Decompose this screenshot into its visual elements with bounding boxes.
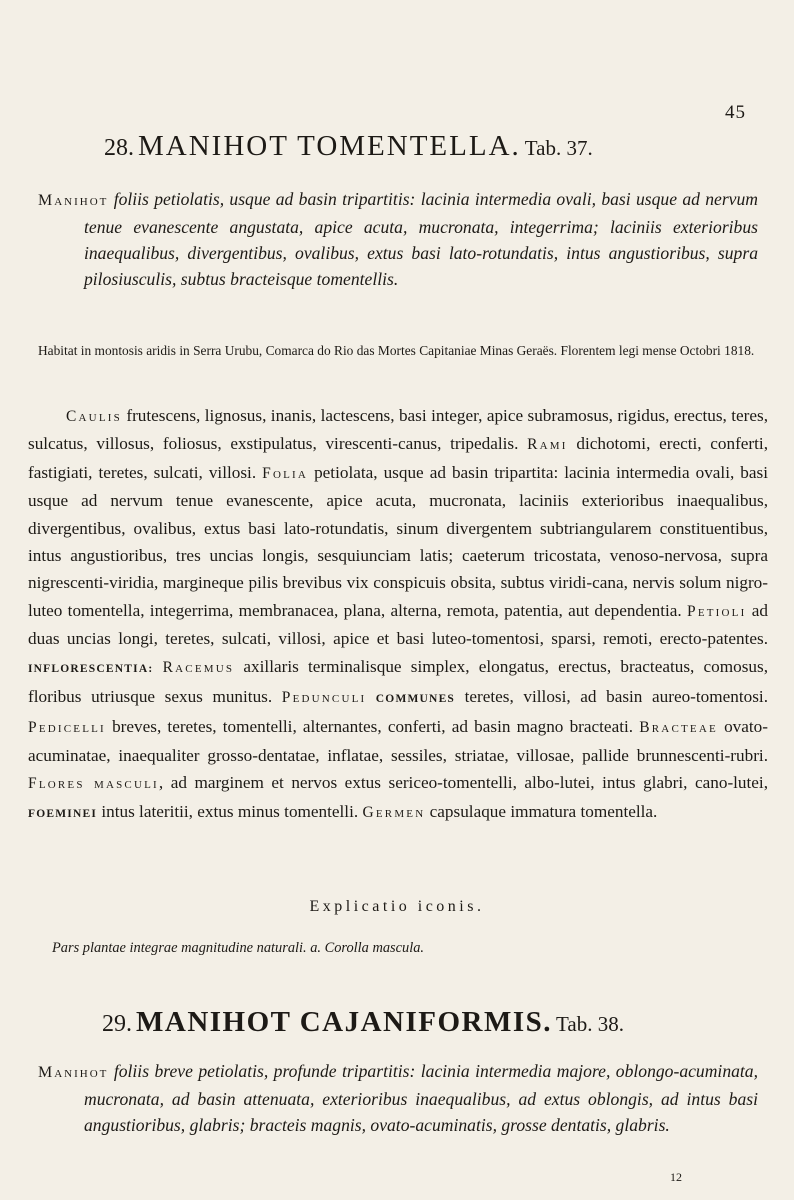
plate-reference: Tab. 37. — [524, 136, 593, 160]
term-heading: Folia — [262, 464, 309, 482]
description-text: axillaris terminalisque simplex, elongatus, erectus, bracteatus, comosus, floribus utriusque sexus munitus. — [28, 656, 768, 707]
description-text: , ad marginem et nervos extus sericeo-tomentelli, albo-lutei, intus glabri, cano-lutei, — [158, 773, 769, 793]
description-text: ad duas uncias longi, teretes, sulcati, villosi, apice et basi luteo-tomentosi, sparsi, remoti, erecto-patentes. — [28, 600, 768, 649]
diagnosis-1 — [38, 186, 758, 292]
explicatio-heading: Explicatio iconis. — [309, 898, 485, 915]
description-text: petiolata, usque ad basin tripartita: lacinia intermedia ovali, basi usque ad nervum tenue evanescente, apice acuta, mucronata, laciniis exterioribus inaequalibus, divergentibus, ovalibus, extus basi lato-rotundatis, sinum divergentem subtriangularem constituentibus, intus angustioribus, tres uncias longis, sesquiunciam latis; caeterum tricostata, venoso-nervosa, supra nigrescenti-viridia, margineque pilis brevibus vix conspicuis obsita, subtus viridi-cana, nervis solum nigro-luteo tomentella, integerrima, membranacea, plana, alterna, remota, patentia, aut dependentia. — [28, 462, 768, 620]
diagnosis-genus: Manihot — [38, 192, 109, 209]
term-heading: Racemus — [162, 658, 235, 676]
plate-reference: Tab. 38. — [556, 1012, 624, 1036]
term-heading: Caulis — [66, 408, 122, 425]
term-qualifier: INFLORESCENTIA: — [28, 662, 154, 675]
species-title-2 — [102, 1006, 624, 1039]
explicatio-caption: Pars plantae integrae magnitudine naturali. a. Corolla mascula. — [52, 940, 425, 956]
description-text: ovato-acuminatae, inaequaliter grosso-dentatae, inflatae, sessiles, striatae, villosae, pallide brunnescenti-rubri. — [28, 717, 768, 765]
habitat-note — [38, 341, 760, 361]
species-number: 29. — [102, 1011, 132, 1037]
term-heading: Pedunculi — [281, 689, 367, 707]
term-heading: Bracteae — [639, 719, 718, 737]
species-number: 28. — [104, 135, 134, 161]
description — [28, 402, 768, 828]
term-heading: Rami — [527, 436, 568, 454]
diagnosis-text: foliis petiolatis, usque ad basin tripartitis: lacinia intermedia ovali, basi usque ad nervum tenue evanescente angustata, apice acuta, mucronata, integerrima; laciniis exterioribus inaequalibus, divergentibus, ovalibus, extus basi lato-rotundatis, intus angustioribus, supra pilosiusculis, subtus bracteisque tomentellis. — [84, 189, 758, 289]
term-qualifier: COMMUNES — [366, 693, 456, 706]
description-text: breves, teretes, tomentelli, alternantes, conferti, ad basin magno bracteati. — [105, 717, 640, 737]
term-heading: Germen — [362, 803, 426, 821]
description-text: frutescens, lignosus, inanis, lactescens, basi integer, apice subramosus, rigidus, erectus, teres, sulcatus, villosus, foliosus, exstipulatus, virescenti-canus, tripedalis. — [28, 406, 768, 454]
habitat-text: Habitat in montosis aridis in Serra Urubu, Comarca do Rio das Mortes Capitaniae Minas Geraës. Florentem legi mense Octobri 1818. — [38, 343, 755, 358]
description-paragraph — [28, 402, 768, 828]
page-number: 45 — [725, 102, 746, 123]
term-heading: Petioli — [687, 602, 747, 620]
description-text: capsulaque immatura tomentella. — [425, 801, 658, 821]
description-text — [153, 657, 162, 676]
diagnosis-genus: Manihot — [38, 1064, 109, 1081]
description-text: intus lateritii, extus minus tomentelli. — [97, 801, 363, 821]
species-name: MANIHOT TOMENTELLA. — [138, 130, 521, 162]
signature-mark: 12 — [670, 1170, 682, 1184]
term-heading: Pedicelli — [28, 719, 106, 737]
description-text: dichotomi, erecti, conferti, fastigiati, teretes, sulcati, villosi. — [28, 434, 768, 482]
description-text: teretes, villosi, ad basin aureo-tomentosi. — [455, 687, 768, 707]
diagnosis-text: foliis breve petiolatis, profunde tripartitis: lacinia intermedia majore, oblongo-acuminata, mucronata, ad basin attenuata, exterioribus inaequalibus, ad extus oblongis, ad intus basi angustioribus, glabris; bracteis magnis, ovato-acuminatis, grosse dentatis, glabris. — [84, 1061, 758, 1135]
species-name: MANIHOT CAJANIFORMIS. — [136, 1006, 553, 1038]
diagnosis-2 — [38, 1058, 758, 1138]
species-title-1 — [104, 130, 593, 163]
term-qualifier: FOEMINEI — [28, 807, 98, 820]
term-heading: Flores masculi — [28, 775, 159, 793]
